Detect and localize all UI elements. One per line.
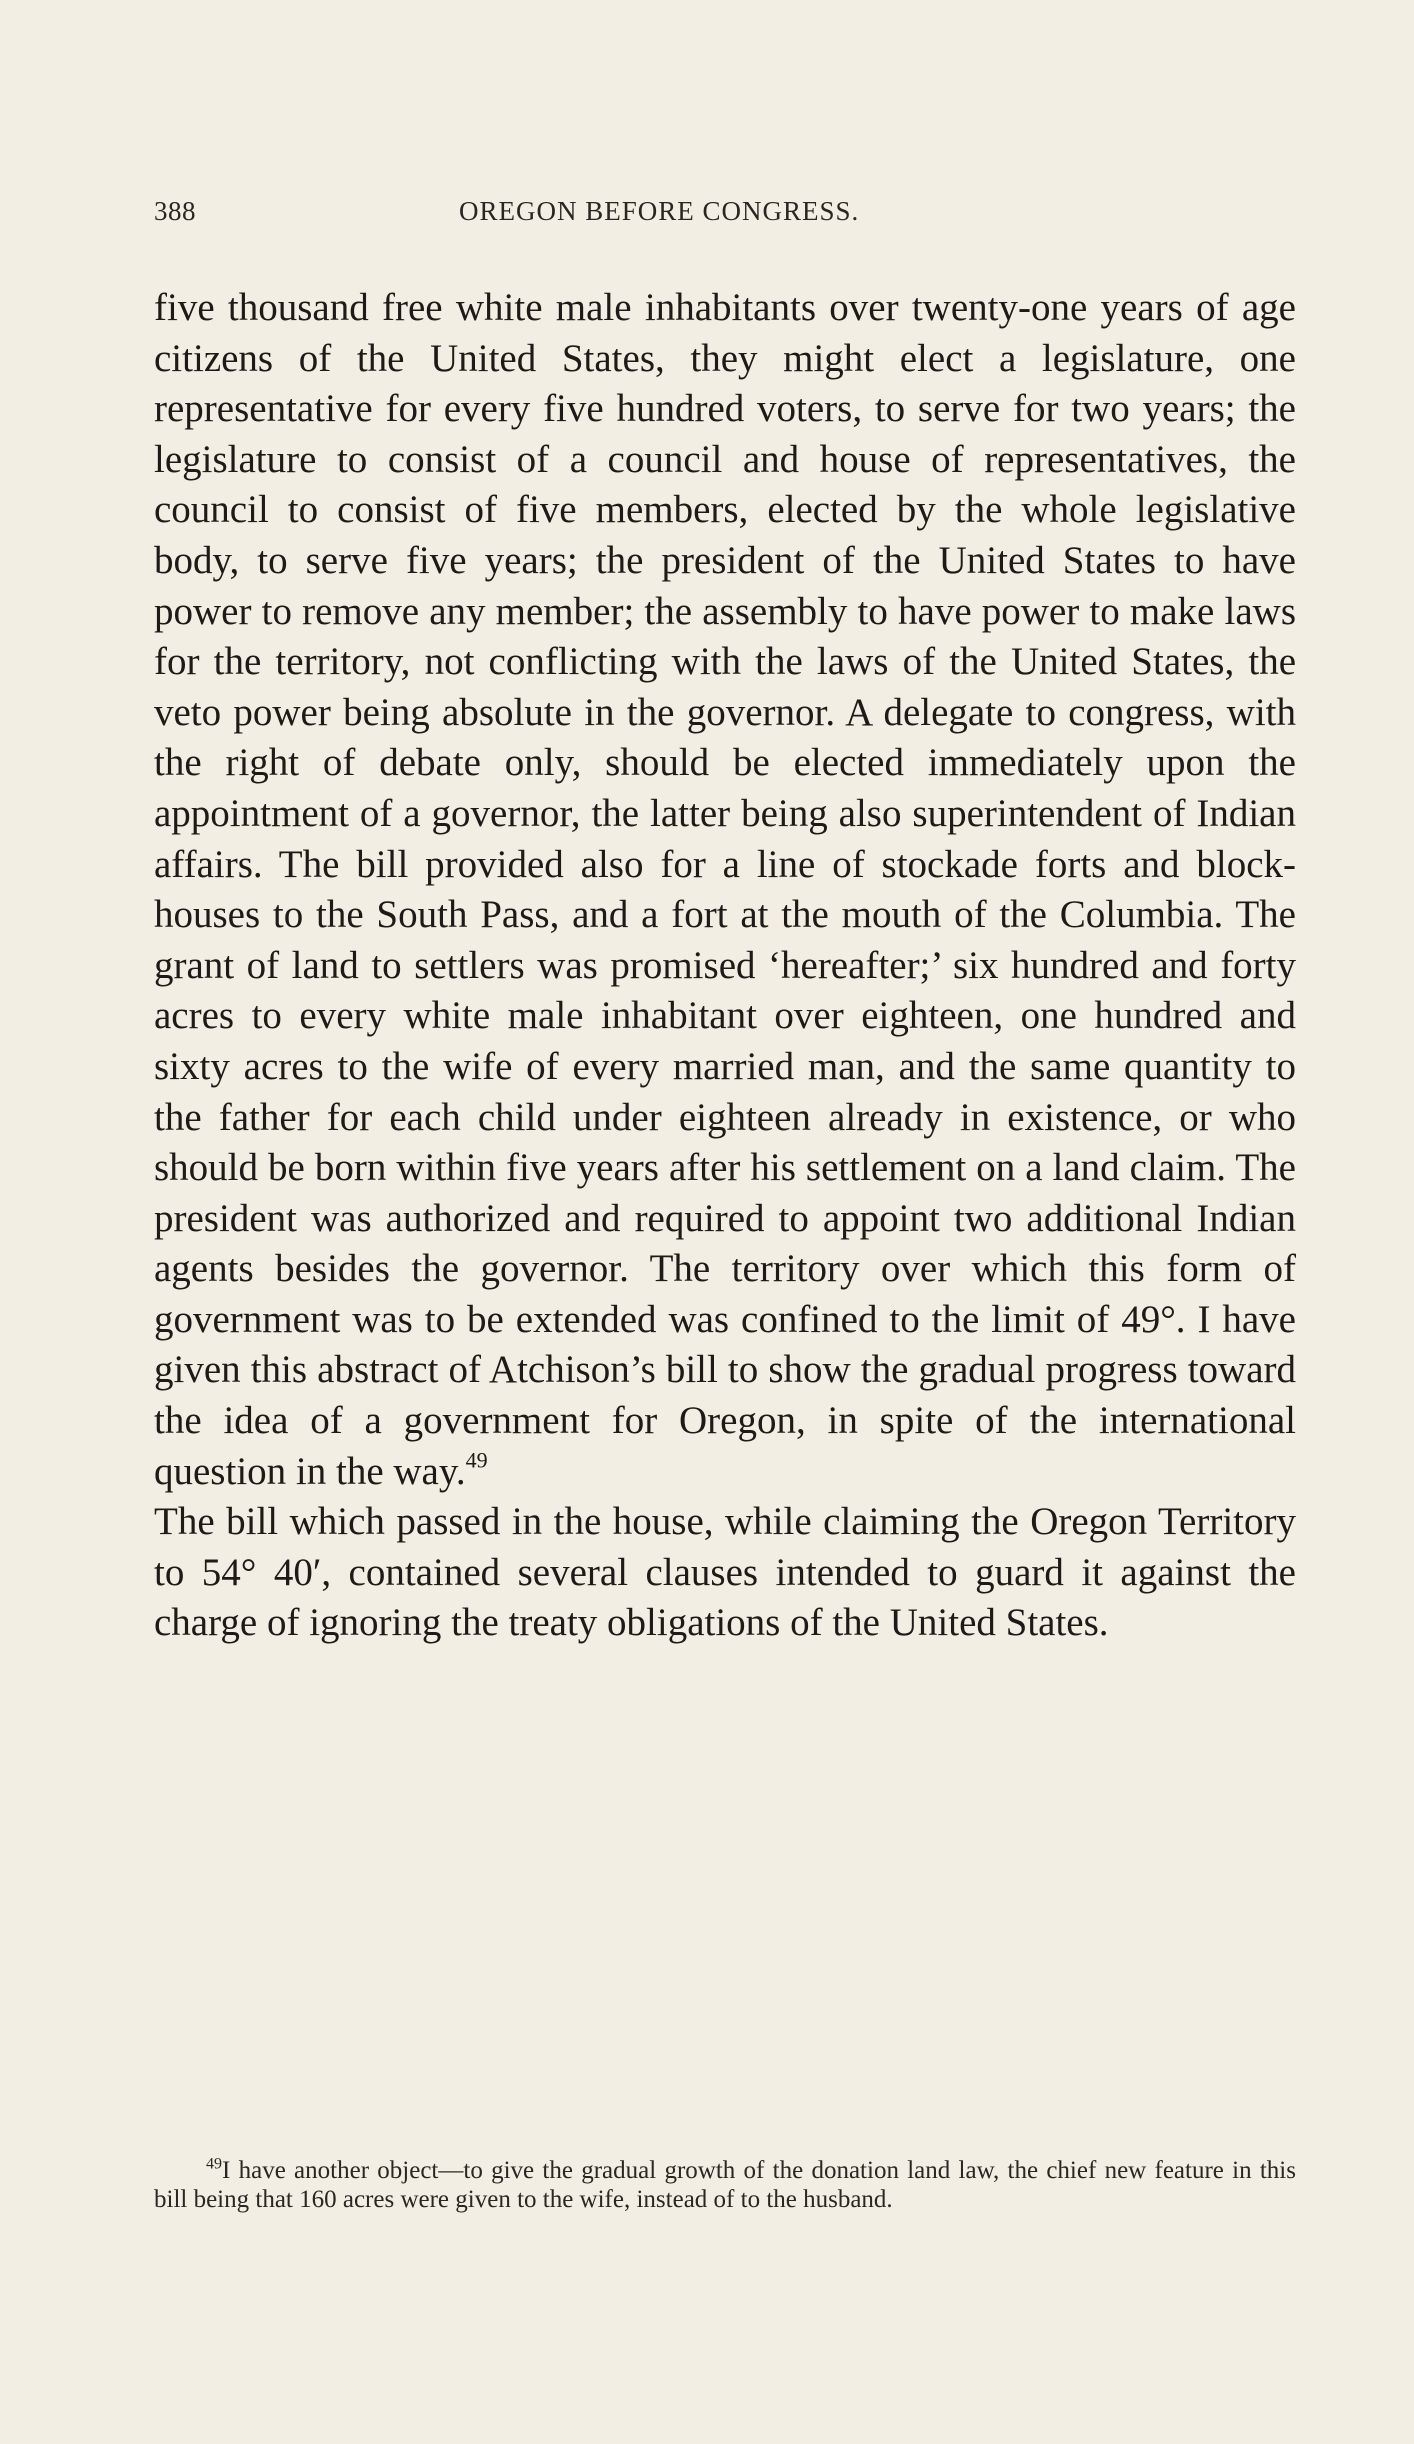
page-header: [154, 196, 1304, 236]
paragraph-text: The bill which passed in the house, while claiming the Oregon Territory to 54° 40′, contained several clauses intended to guard it against the charge of ignoring the treaty obligations of the United States.: [154, 1500, 1296, 1645]
page-number: 388: [154, 196, 196, 226]
footnote: [154, 2156, 1296, 2214]
paragraph: [154, 283, 1296, 1497]
body-text: [154, 283, 1296, 1649]
footnote-text: I have another object—to give the gradual growth of the donation land law, the chief new feature in this bill being that 160 acres were given to the wife, instead of to the husband.: [154, 2157, 1296, 2213]
footnote-marker: 49: [206, 2155, 222, 2173]
paragraph-text: five thousand free white male inhabitants over twenty-one years of age citizens of the United States, they might elect a legislature, one representative for every five hundred voters, to serve for two years; the legislature to consist of a council and house of representatives, the council to consist of five members, elected by the whole legislative body, to serve five years; the president of the United States to have power to remove any member; the assembly to have power to make laws for the territory, not conflicting with the laws of the United States, the veto power being absolute in the governor. A delegate to congress, with the right of debate only, should be elected immediately upon the appointment of a governor, the latter being also superintendent of Indian affairs. The bill provided also for a line of stockade forts and block-houses to the South Pass, and a fort at the mouth of the Columbia. The grant of land to settlers was promised ‘hereafter;’ six hundred and forty acres to every white male inhabitant over eighteen, one hundred and sixty acres to the wife of every married man, and the same quantity to the father for each child under eighteen already in existence, or who should be born within five years after his settlement on a land claim. The president was authorized and required to appoint two additional Indian agents besides the governor. The territory over which this form of government was to be extended was confined to the limit of 49°. I have given this abstract of Atchison’s bill to show the gradual progress toward the idea of a government for Oregon, in spite of the international question in the way.: [154, 286, 1296, 1493]
paragraph: [154, 1497, 1296, 1649]
running-title: OREGON BEFORE CONGRESS.: [459, 196, 860, 226]
footnote-reference: 49: [465, 1447, 488, 1473]
